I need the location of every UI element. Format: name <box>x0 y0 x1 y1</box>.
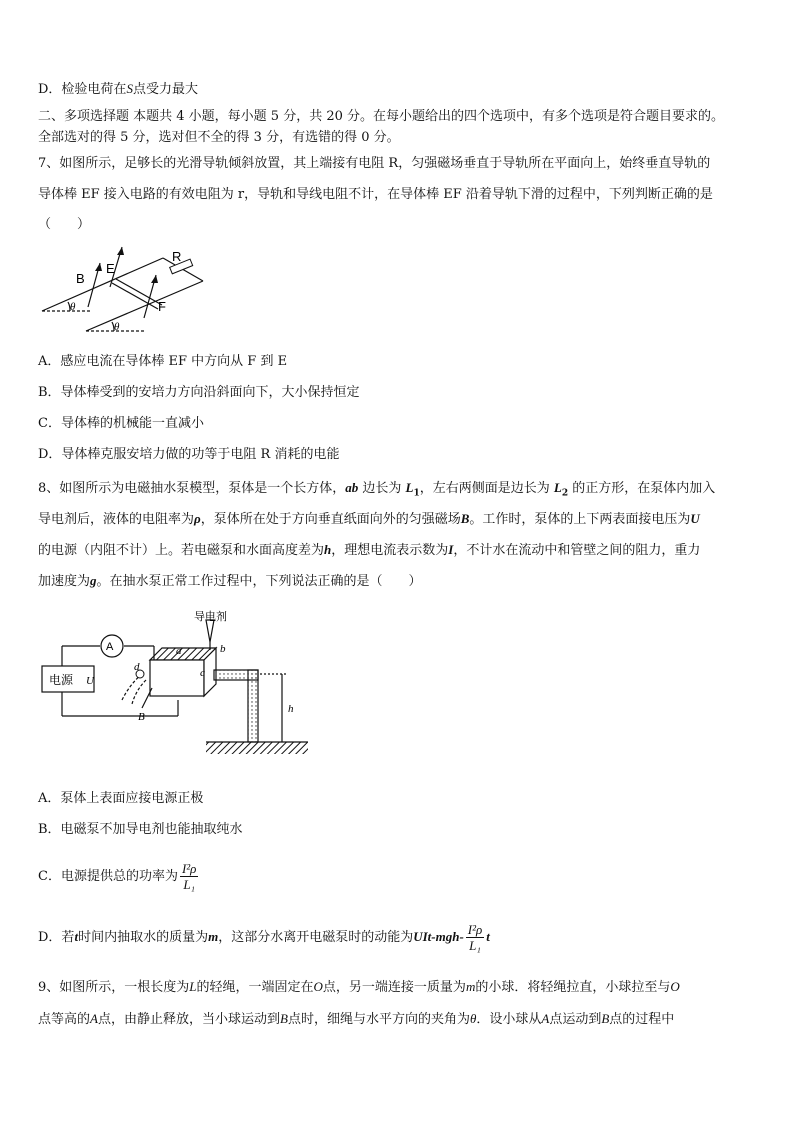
q8-option-a: A．泵体上表面应接电源正极 <box>38 791 204 806</box>
label-theta-1: θ <box>70 301 76 313</box>
q8-option-c: C．电源提供总的功率为 $\frac{\text{I²ρ}}{\text{L₁}}$ <box>38 861 197 892</box>
q8-option-d: D．若t时间内抽取水的质量为m，这部分水离开电磁泵时的动能为UIt-mgh- $\frac{\text{I²ρ}}{\text{L₁}}$ t <box>38 922 490 953</box>
label-r: R <box>172 249 182 264</box>
q8-option-b: B．电磁泵不加导电剂也能抽取纯水 <box>38 822 243 837</box>
label-a: a <box>176 645 182 657</box>
q6-option-d: D．检验电荷在S点受力最大 <box>38 81 198 97</box>
q8-stem-2: 导电剂后，液体的电阻率为ρ，泵体所在处于方向垂直纸面向外的匀强磁场B。工作时，泵体的上下两表面接电压为U <box>38 511 700 527</box>
q7-stem-3: （ ） <box>38 217 91 232</box>
formula-fraction: $\frac{\text{I²ρ}}{\text{L₁}}$ <box>467 922 483 953</box>
label-u: U <box>86 675 94 687</box>
formula-fraction: $\frac{\text{I²ρ}}{\text{L₁}}$ <box>181 861 197 892</box>
label-ammeter: A <box>106 641 114 653</box>
label-h: h <box>288 703 294 715</box>
label-b: b <box>220 643 226 655</box>
q9-stem-2: 点等高的A点，由静止释放，当小球运动到B点时，细绳与水平方向的夹角为θ．设小球从A点运动到B点的过程中 <box>38 1011 675 1027</box>
label-d: d <box>134 661 140 673</box>
label-b-field: B <box>138 711 145 723</box>
q7-option-d: D．导体棒克服安培力做的功等于电阻 R 消耗的电能 <box>38 447 340 462</box>
label-conductor: 导电剂 <box>194 610 227 623</box>
label-source: 电源 <box>49 673 74 687</box>
q7-stem-2: 导体棒 EF 接入电路的有效电阻为 r，导轨和导线电阻不计，在导体棒 EF 沿着导轨下滑的过程中，下列判断正确的是 <box>38 187 713 202</box>
q8-stem-4: 加速度为g。在抽水泵正常工作过程中，下列说法正确的是（ ） <box>38 573 422 589</box>
b-arrow-3 <box>151 275 158 283</box>
b-arrow-1 <box>95 263 102 271</box>
q7-stem-1: 7、如图所示，足够长的光滑导轨倾斜放置，其上端接有电阻 R，匀强磁场垂直于导轨所在平面向上，始终垂直导轨的 <box>38 156 711 171</box>
label-b: B <box>76 271 85 286</box>
section-heading: 二、多项选择题 本题共 4 小题，每小题 5 分，共 20 分。在每小题给出的四个选项中，有多个选项是符合题目要求的。 <box>38 109 725 124</box>
q7-option-a: A．感应电流在导体棒 EF 中方向从 F 到 E <box>38 354 288 369</box>
q9-stem-1: 9、如图所示，一根长度为L的轻绳，一端固定在O点，另一端连接一质量为m的小球．将轻绳拉直，小球拉至与O <box>38 979 680 995</box>
q8-figure <box>38 608 310 758</box>
label-c: c <box>200 667 205 679</box>
label-theta-2: θ <box>114 321 120 333</box>
q8-stem-1: 8、如图所示为电磁抽水泵模型，泵体是一个长方体，ab 边长为 $L_1$，左右两侧面是边长为 $L_2$ 的正方形，在泵体内加入 <box>38 480 716 499</box>
q8-stem-3: 的电源（内阻不计）上。若电磁泵和水面高度差为h，理想电流表示数为I，不计水在流动中和管壁之间的阻力，重力 <box>38 542 701 558</box>
q7-option-b: B．导体棒受到的安培力方向沿斜面向下，大小保持恒定 <box>38 385 360 400</box>
label-f: F <box>158 299 166 314</box>
label-e: E <box>106 261 115 276</box>
q7-option-c: C．导体棒的机械能一直减小 <box>38 416 204 431</box>
q7-figure <box>38 243 208 338</box>
b-arrow-2 <box>117 247 124 255</box>
section-scoring: 全部选对的得 5 分，选对但不全的得 3 分，有选错的得 0 分。 <box>38 130 400 145</box>
